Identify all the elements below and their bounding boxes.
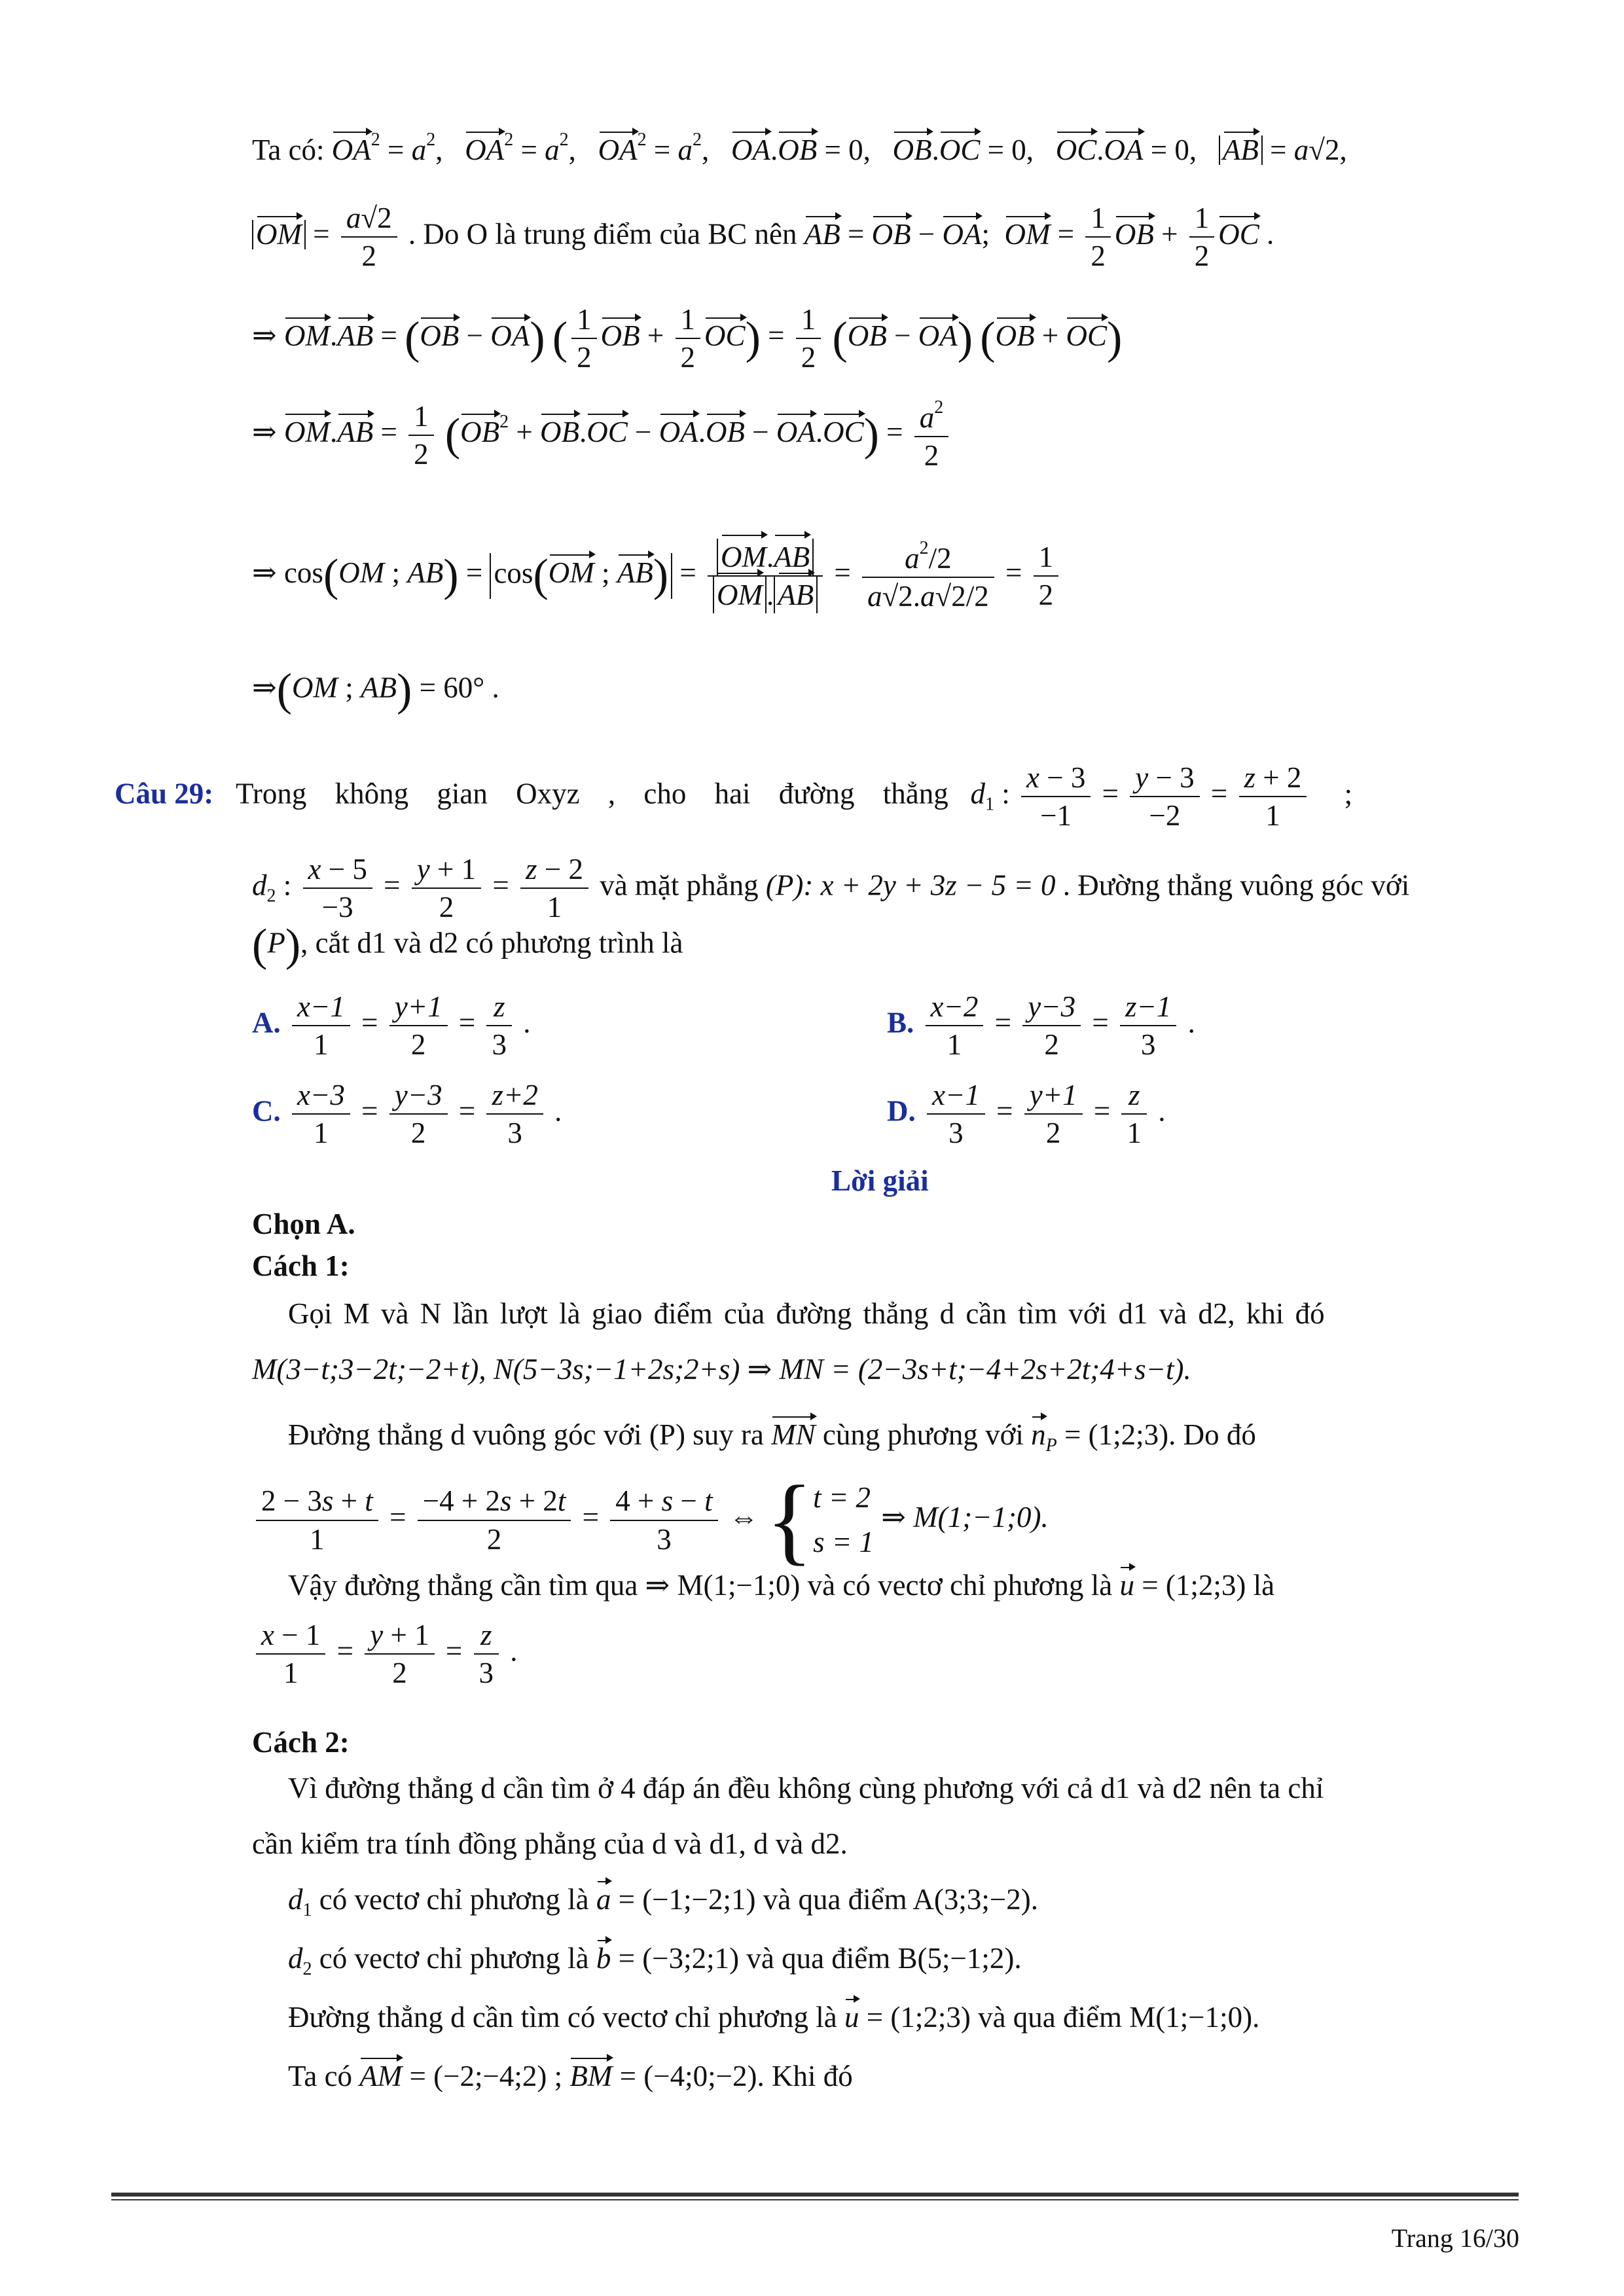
- option-d-d1: 3: [948, 1117, 964, 1150]
- m1-sys-s: s = 1: [813, 1525, 874, 1558]
- m1-sys-t: t = 2: [813, 1481, 871, 1514]
- prev-line-3: ⇒ OM.AB = (OB − OA) ( $\frac{1}{2}$ OB + $\frac{1}{2}$ OC) = $\frac{1}{2}$ (OB − OA) (OB + OC): [252, 301, 1122, 376]
- m1-line-1: Gọi M và N lần lượt là giao điểm của đường thẳng d cần tìm với d1 và d2, khi đó: [288, 1297, 1325, 1330]
- prev-line-5: ⇒ cos(OM ; AB) = cos(OM ; AB) = $\frac{OM.AB}{OM . AB}$ = $\frac{a^2/2}{a√2.a√2/2}$ = $\frac{1}{2}$: [252, 537, 1062, 615]
- option-c-n1: x−3: [292, 1077, 350, 1115]
- m1-line-5b: = (1;2;3) là: [1142, 1569, 1275, 1602]
- option-c-d2: 2: [410, 1117, 426, 1150]
- method-2-heading: Cách 2:: [252, 1726, 350, 1759]
- question-stem-2-end: . Đường thẳng vuông góc với: [1062, 869, 1410, 902]
- option-b-d1: 1: [947, 1028, 962, 1062]
- prev-line-6: ⇒(OM ; AB) = 60° .: [252, 665, 499, 715]
- option-d-n3: z: [1121, 1077, 1147, 1115]
- option-b-d2: 2: [1044, 1028, 1059, 1062]
- m1-line-3: Đường thẳng d vuông góc với (P) suy ra MN cùng phương với $n_P$ = (1;2;3). Do đó: [288, 1418, 1256, 1456]
- option-b[interactable]: B. $\frac{x-2}{1}$ = $\frac{y-3}{2}$ = $\frac{z-1}{3}$ .: [887, 988, 1195, 1064]
- plane-equation: (P): x + 2y + 3z − 5 = 0: [765, 869, 1056, 902]
- prev-intro-text: Ta có:: [252, 134, 325, 166]
- option-c-d1: 1: [314, 1117, 329, 1150]
- question-line-2: $d_2$ : $\frac{x - 5}{-3}$ = $\frac{y + 1}{2}$ = $\frac{z - 2}{1}$ và mặt phẳng (P): x + 2y + 3z − 5 = 0 . Đường thẳng vuông góc với: [252, 851, 1409, 926]
- m2-line-2: cần kiểm tra tính đồng phẳng của d và d1, d và d2.: [252, 1827, 848, 1860]
- m2-line-5a: Đường thẳng d cần tìm có vectơ chỉ phương là: [288, 2001, 837, 2034]
- m2-line-4b: = (−3;2;1) và qua điểm B(5;−1;2).: [618, 1942, 1022, 1975]
- chosen-answer: Chọn A.: [252, 1208, 355, 1240]
- m2-line-6a: Ta có: [288, 2060, 353, 2092]
- m2-line-1: Vì đường thẳng d cần tìm ở 4 đáp án đều không cùng phương với cả d1 và d2 nên ta chỉ: [288, 1772, 1324, 1804]
- option-a-n1: x−1: [292, 988, 350, 1026]
- m1-line-3b: cùng phương với: [822, 1418, 1024, 1451]
- option-d-n1: x−1: [927, 1077, 985, 1115]
- m2-line-3a: có vectơ chỉ phương là: [319, 1883, 589, 1916]
- option-a-d3: 3: [492, 1028, 507, 1062]
- m2-line-4a: có vectơ chỉ phương là: [319, 1942, 589, 1975]
- prev-line-4: ⇒ OM.AB = $\frac{1}{2}$ $(OB^2 + OB.OC - OA.OB - OA.OC)$ = $\frac{a^2}{2}$: [252, 396, 952, 475]
- m1-line-2: M(3−t;3−2t;−2+t), N(5−3s;−1+2s;2+s) ⇒ MN = (2−3s+t;−4+2s+2t;4+s−t).: [252, 1353, 1191, 1386]
- option-b-n1: x−2: [926, 988, 984, 1026]
- midpoint-note: . Do O là trung điểm của BC nên: [408, 217, 797, 251]
- option-a-d1: 1: [314, 1028, 329, 1062]
- question-line-1: Câu 29: Trong không gian Oxyz , cho hai đường thẳng $d_1$ : $\frac{x - 3}{-1}$ = $\frac{y - 3}{-2}$ = $\frac{z + 2}{1}$ ;: [115, 759, 1352, 834]
- m2-line-6: Ta có AM = (−2;−4;2) ; BM = (−4;0;−2). Khi đó: [288, 2060, 853, 2092]
- m1-line-5a: Vậy đường thẳng cần tìm qua ⇒ M(1;−1;0) và có vectơ chỉ phương là: [288, 1569, 1113, 1602]
- option-d-d2: 2: [1045, 1117, 1061, 1150]
- option-a-n2: y+1: [389, 988, 448, 1026]
- solution-title: Lời giải: [831, 1164, 929, 1197]
- question-stem-1: Trong không gian Oxyz , cho hai đường thẳng: [236, 777, 948, 810]
- option-c-n3: z+2: [486, 1077, 543, 1115]
- question-label: Câu 29:: [115, 777, 214, 810]
- page-number: Trang 16/30: [1391, 2223, 1519, 2253]
- final-angle: 60°: [443, 671, 485, 704]
- option-a-n3: z: [486, 988, 512, 1026]
- question-stem-2: và mặt phẳng: [600, 869, 759, 902]
- option-b-n3: z−1: [1120, 988, 1176, 1026]
- m2-line-3: $d_1$ có vectơ chỉ phương là a = (−1;−2;1) và qua điểm A(3;3;−2).: [288, 1883, 1039, 1920]
- prev-line-1: Ta có: $OA^2 = a^2$, $OA^2 = a^2$, $OA^2 = a^2$, OA.OB = 0, OB.OC = 0, OC.OA = 0, AB = a√2,: [252, 130, 1347, 166]
- method-1-heading: Cách 1:: [252, 1249, 350, 1282]
- option-a[interactable]: A. $\frac{x-1}{1}$ = $\frac{y+1}{2}$ = $\frac{z}{3}$ .: [252, 988, 530, 1064]
- m2-line-6c: = (−4;0;−2). Khi đó: [619, 2060, 853, 2092]
- m2-line-4: $d_2$ có vectơ chỉ phương là b = (−3;2;1) và qua điểm B(5;−1;2).: [288, 1942, 1022, 1979]
- prev-line-2: OM = $\frac{a√2}{2}$ . Do O là trung điểm của BC nên AB = OB − OA; OM = $\frac{1}{2}$ OB + $\frac{1}{2}$ OC .: [252, 200, 1274, 275]
- m1-line-3c: = (1;2;3). Do đó: [1064, 1418, 1256, 1451]
- option-b-n2: y−3: [1022, 988, 1081, 1026]
- question-stem-3: , cắt d1 và d2 có phương trình là: [300, 926, 683, 960]
- option-b-d3: 3: [1140, 1028, 1156, 1062]
- m1-point: ⇒ M(1;−1;0).: [881, 1500, 1049, 1534]
- option-c-key: C.: [252, 1094, 281, 1128]
- m1-line-3a: Đường thẳng d vuông góc với (P) suy ra: [288, 1418, 764, 1451]
- option-a-d2: 2: [410, 1028, 426, 1062]
- footer-rule-thin: [111, 2199, 1519, 2200]
- footer-rule: [111, 2193, 1519, 2197]
- option-d-key: D.: [887, 1094, 916, 1128]
- m2-line-5: Đường thẳng d cần tìm có vectơ chỉ phương là u = (1;2;3) và qua điểm M(1;−1;0).: [288, 2001, 1260, 2034]
- question-line-3: (P), cắt d1 và d2 có phương trình là: [252, 920, 683, 971]
- option-b-key: B.: [887, 1006, 914, 1039]
- m2-line-3b: = (−1;−2;1) và qua điểm A(3;3;−2).: [618, 1883, 1039, 1916]
- m1-result: $\frac{x - 1}{1}$ = $\frac{y + 1}{2}$ = $\frac{z}{3}$ .: [252, 1617, 518, 1692]
- option-c[interactable]: C. $\frac{x-3}{1}$ = $\frac{y-3}{2}$ = $\frac{z+2}{3}$ .: [252, 1077, 562, 1152]
- m1-line-4: $\frac{2 - 3s + t}{1}$ = $\frac{-4 + 2s + 2t}{2}$ = $\frac{4 + s - t}{3}$ ⇔ { t = 2 s = 1 ⇒ M(1;−1;0).: [252, 1476, 1049, 1564]
- option-c-d3: 3: [507, 1117, 522, 1150]
- option-d-d3: 1: [1127, 1117, 1142, 1150]
- option-a-key: A.: [252, 1006, 281, 1039]
- option-d[interactable]: D. $\frac{x-1}{3}$ = $\frac{y+1}{2}$ = $\frac{z}{1}$ .: [887, 1077, 1165, 1152]
- option-d-n2: y+1: [1024, 1077, 1083, 1115]
- m2-line-5b: = (1;2;3) và qua điểm M(1;−1;0).: [866, 2001, 1260, 2034]
- m2-line-6b: = (−2;−4;2) ;: [409, 2060, 563, 2092]
- option-c-n2: y−3: [389, 1077, 448, 1115]
- m1-line-5: Vậy đường thẳng cần tìm qua ⇒ M(1;−1;0) và có vectơ chỉ phương là u = (1;2;3) là: [288, 1569, 1275, 1602]
